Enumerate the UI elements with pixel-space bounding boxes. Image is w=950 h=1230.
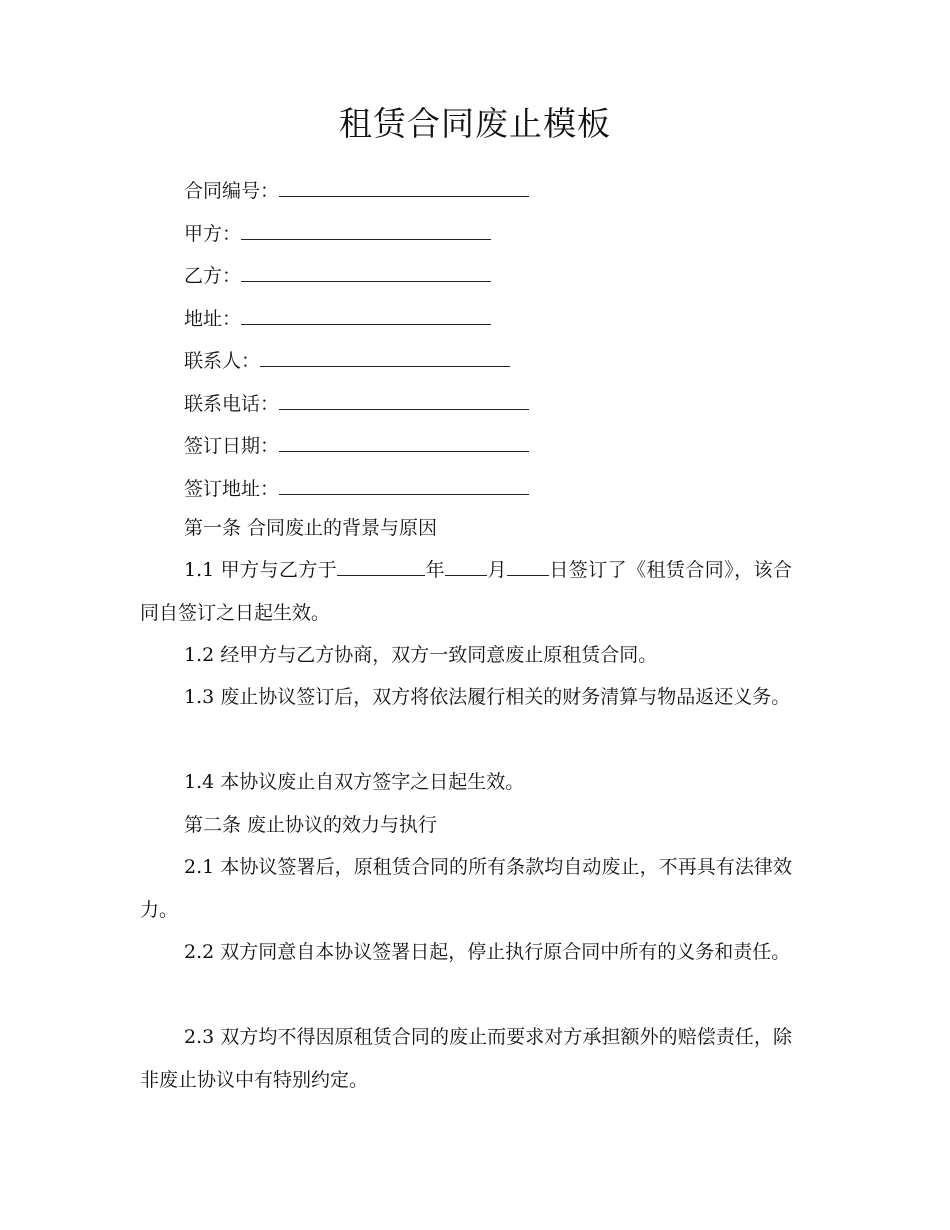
contact-label: 联系人： — [184, 350, 261, 372]
clause-2-2: 2.2 双方同意自本协议签署日起，停止执行原合同中所有的义务和责任。 — [184, 941, 791, 963]
address-label: 地址： — [184, 308, 242, 330]
contract-number-field — [184, 174, 529, 205]
address-blank — [241, 302, 491, 325]
clause-1-1-text-a: 1.1 甲方与乙方于 — [184, 559, 338, 581]
document-title: 租赁合同废止模板 — [339, 104, 611, 143]
sign-date-label: 签订日期： — [184, 435, 280, 457]
clause-1-1-month: 月 — [487, 559, 507, 581]
sign-place-blank — [279, 472, 529, 495]
sign-place-field — [184, 472, 529, 503]
clause-2-1: 2.1 本协议签署后，原租赁合同的所有条款均自动废止，不再具有法律效力。 — [140, 856, 792, 921]
clause-1-4: 1.4 本协议废止自双方签字之日起生效。 — [184, 771, 525, 793]
sign-place-label: 签订地址： — [184, 478, 280, 500]
contact-blank — [260, 344, 510, 367]
clause-1-1-year: 年 — [425, 559, 446, 581]
contract-number-label: 合同编号： — [184, 180, 280, 202]
contact-field — [184, 344, 510, 375]
phone-label: 联系电话： — [184, 393, 280, 415]
year-blank — [337, 555, 425, 576]
party-a-field — [184, 217, 491, 248]
clause-1-2: 1.2 经甲方与乙方协商，双方一致同意废止原租赁合同。 — [184, 644, 658, 666]
article-2-heading: 第二条 废止协议的效力与执行 — [184, 814, 438, 836]
party-a-blank — [241, 217, 491, 240]
clause-1-3: 1.3 废止协议签订后，双方将依法履行相关的财务清算与物品返还义务。 — [184, 686, 791, 708]
party-b-field — [184, 259, 491, 290]
party-a-label: 甲方： — [184, 223, 242, 245]
address-field — [184, 302, 491, 333]
article-1-heading: 第一条 合同废止的背景与原因 — [184, 517, 438, 539]
phone-blank — [279, 387, 529, 410]
month-blank — [445, 555, 487, 576]
clause-1-1 — [140, 549, 792, 634]
sign-date-blank — [279, 429, 529, 452]
sign-date-field — [184, 429, 529, 460]
phone-field — [184, 387, 529, 418]
party-b-blank — [241, 259, 491, 282]
contract-number-blank — [279, 174, 529, 197]
day-blank — [507, 555, 549, 576]
clause-2-3: 2.3 双方均不得因原租赁合同的废止而要求对方承担额外的赔偿责任，除非废止协议中有特别约定。 — [140, 1026, 792, 1091]
party-b-label: 乙方： — [184, 265, 242, 287]
clause-1-1-text-d: 日签订了《租赁合同》，该合同自签订之日起生效。 — [140, 559, 792, 624]
